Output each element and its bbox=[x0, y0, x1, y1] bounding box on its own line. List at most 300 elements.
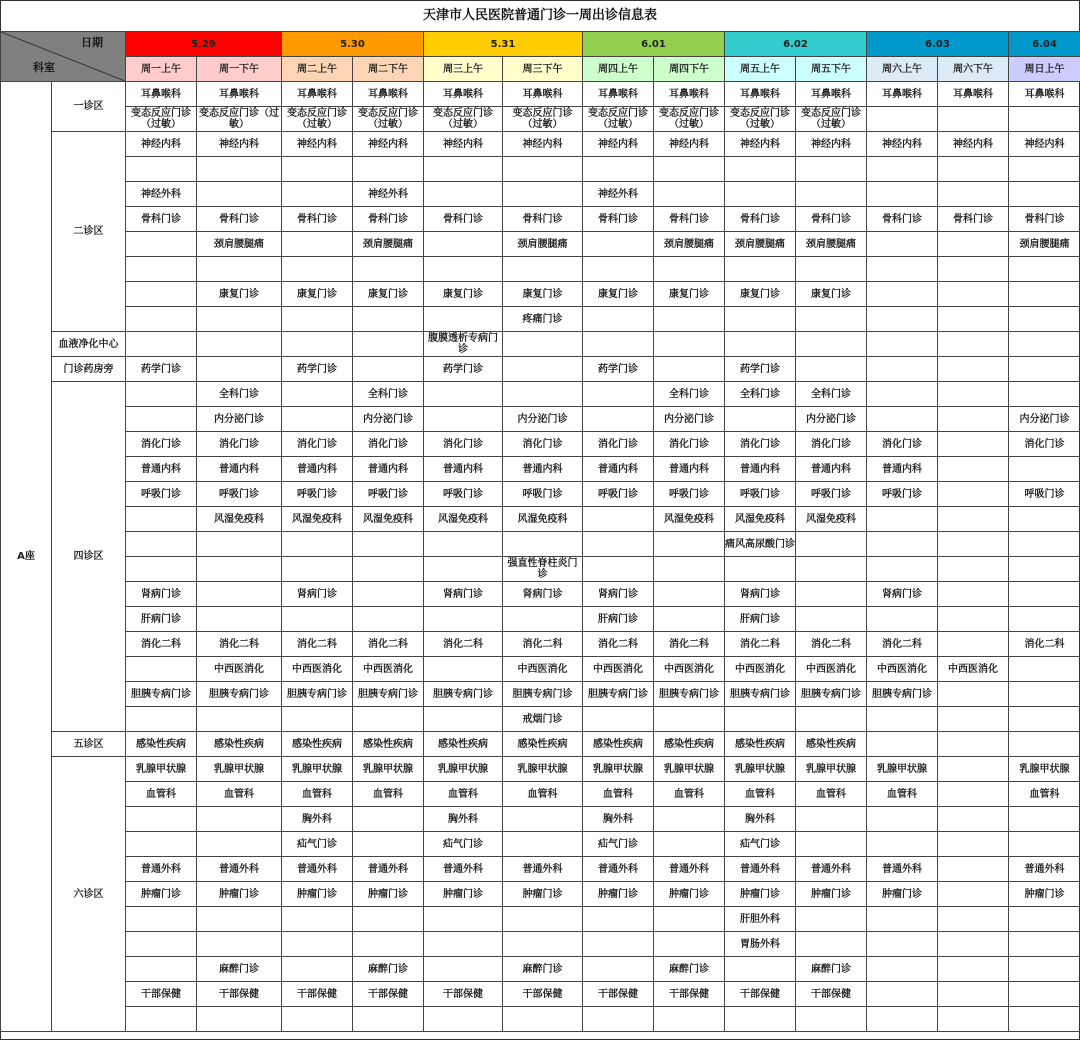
clinic-cell: 耳鼻喉科 bbox=[867, 82, 938, 107]
clinic-cell: 耳鼻喉科 bbox=[282, 82, 353, 107]
empty-cell bbox=[126, 532, 197, 557]
clinic-cell: 骨科门诊 bbox=[197, 207, 282, 232]
clinic-cell: 普通外科 bbox=[197, 857, 282, 882]
zone-label: 五诊区 bbox=[52, 732, 126, 757]
empty-cell bbox=[503, 382, 583, 407]
clinic-cell: 乳腺甲状腺 bbox=[424, 757, 503, 782]
clinic-cell: 血管科 bbox=[424, 782, 503, 807]
schedule-row bbox=[1, 207, 1080, 232]
clinic-cell: 骨科门诊 bbox=[126, 207, 197, 232]
clinic-cell: 神经内科 bbox=[424, 132, 503, 157]
empty-cell bbox=[197, 532, 282, 557]
clinic-cell: 耳鼻喉科 bbox=[725, 82, 796, 107]
clinic-cell: 干部保健 bbox=[282, 982, 353, 1007]
clinic-cell: 普通外科 bbox=[867, 857, 938, 882]
clinic-cell: 感染性疾病 bbox=[583, 732, 654, 757]
empty-cell bbox=[197, 1007, 282, 1032]
clinic-cell: 血管科 bbox=[353, 782, 424, 807]
clinic-cell: 肿瘤门诊 bbox=[583, 882, 654, 907]
schedule-row bbox=[1, 982, 1080, 1007]
empty-cell bbox=[796, 257, 867, 282]
empty-cell bbox=[1009, 657, 1080, 682]
clinic-cell: 中西医消化 bbox=[197, 657, 282, 682]
clinic-cell: 乳腺甲状腺 bbox=[583, 757, 654, 782]
clinic-cell: 乳腺甲状腺 bbox=[1009, 757, 1080, 782]
empty-cell bbox=[282, 407, 353, 432]
empty-cell bbox=[867, 382, 938, 407]
clinic-cell: 风湿免疫科 bbox=[353, 507, 424, 532]
empty-cell bbox=[503, 932, 583, 957]
session-header: 周二上午 bbox=[282, 57, 353, 82]
empty-cell bbox=[867, 282, 938, 307]
empty-cell bbox=[583, 157, 654, 182]
empty-cell bbox=[938, 682, 1009, 707]
clinic-cell: 颈肩腰腿痛 bbox=[796, 232, 867, 257]
clinic-cell: 康复门诊 bbox=[197, 282, 282, 307]
clinic-cell: 胆胰专病门诊 bbox=[126, 682, 197, 707]
empty-cell bbox=[867, 532, 938, 557]
clinic-cell: 干部保健 bbox=[503, 982, 583, 1007]
clinic-cell: 消化门诊 bbox=[353, 432, 424, 457]
clinic-cell: 乳腺甲状腺 bbox=[867, 757, 938, 782]
empty-cell bbox=[725, 307, 796, 332]
clinic-cell: 肿瘤门诊 bbox=[654, 882, 725, 907]
empty-cell bbox=[424, 557, 503, 582]
empty-cell bbox=[867, 257, 938, 282]
empty-cell bbox=[938, 932, 1009, 957]
empty-cell bbox=[583, 532, 654, 557]
clinic-cell: 呼吸门诊 bbox=[654, 482, 725, 507]
schedule-row bbox=[1, 532, 1080, 557]
schedule-table bbox=[0, 31, 1080, 1032]
empty-cell bbox=[282, 382, 353, 407]
clinic-cell: 麻醉门诊 bbox=[353, 957, 424, 982]
empty-cell bbox=[654, 307, 725, 332]
empty-cell bbox=[353, 607, 424, 632]
empty-cell bbox=[796, 807, 867, 832]
empty-cell bbox=[503, 1007, 583, 1032]
empty-cell bbox=[126, 832, 197, 857]
empty-cell bbox=[1009, 1007, 1080, 1032]
empty-cell bbox=[938, 607, 1009, 632]
empty-cell bbox=[1009, 607, 1080, 632]
clinic-cell: 康复门诊 bbox=[503, 282, 583, 307]
clinic-cell: 耳鼻喉科 bbox=[126, 82, 197, 107]
empty-cell bbox=[282, 957, 353, 982]
empty-cell bbox=[126, 382, 197, 407]
clinic-cell: 肿瘤门诊 bbox=[725, 882, 796, 907]
empty-cell bbox=[197, 307, 282, 332]
clinic-cell: 变态反应门诊（过敏） bbox=[583, 107, 654, 132]
clinic-cell: 乳腺甲状腺 bbox=[126, 757, 197, 782]
clinic-cell: 肿瘤门诊 bbox=[353, 882, 424, 907]
clinic-cell: 肾病门诊 bbox=[424, 582, 503, 607]
empty-cell bbox=[197, 157, 282, 182]
empty-cell bbox=[282, 332, 353, 357]
empty-cell bbox=[867, 907, 938, 932]
clinic-cell: 消化二科 bbox=[126, 632, 197, 657]
clinic-cell: 全科门诊 bbox=[725, 382, 796, 407]
clinic-cell: 胆胰专病门诊 bbox=[424, 682, 503, 707]
clinic-cell: 普通内科 bbox=[282, 457, 353, 482]
empty-cell bbox=[867, 732, 938, 757]
clinic-cell: 骨科门诊 bbox=[503, 207, 583, 232]
clinic-cell: 干部保健 bbox=[126, 982, 197, 1007]
empty-cell bbox=[938, 882, 1009, 907]
schedule-row bbox=[1, 507, 1080, 532]
clinic-cell: 耳鼻喉科 bbox=[1009, 82, 1080, 107]
empty-cell bbox=[1009, 457, 1080, 482]
empty-cell bbox=[938, 857, 1009, 882]
empty-cell bbox=[796, 182, 867, 207]
empty-cell bbox=[938, 307, 1009, 332]
clinic-cell: 血管科 bbox=[197, 782, 282, 807]
clinic-cell: 呼吸门诊 bbox=[424, 482, 503, 507]
empty-cell bbox=[1009, 932, 1080, 957]
clinic-cell: 普通内科 bbox=[867, 457, 938, 482]
empty-cell bbox=[353, 557, 424, 582]
clinic-cell: 药学门诊 bbox=[725, 357, 796, 382]
schedule-row bbox=[1, 157, 1080, 182]
empty-cell bbox=[654, 157, 725, 182]
empty-cell bbox=[654, 907, 725, 932]
empty-cell bbox=[938, 182, 1009, 207]
schedule-row bbox=[1, 607, 1080, 632]
clinic-cell: 中西医消化 bbox=[353, 657, 424, 682]
empty-cell bbox=[725, 707, 796, 732]
session-header: 周六下午 bbox=[938, 57, 1009, 82]
clinic-cell: 变态反应门诊（过敏） bbox=[503, 107, 583, 132]
empty-cell bbox=[867, 507, 938, 532]
empty-cell bbox=[867, 832, 938, 857]
empty-cell bbox=[424, 707, 503, 732]
clinic-cell: 普通外科 bbox=[1009, 857, 1080, 882]
clinic-cell: 肿瘤门诊 bbox=[503, 882, 583, 907]
clinic-cell: 普通内科 bbox=[583, 457, 654, 482]
empty-cell bbox=[654, 832, 725, 857]
clinic-cell: 肿瘤门诊 bbox=[424, 882, 503, 907]
clinic-cell: 神经内科 bbox=[353, 132, 424, 157]
schedule-row bbox=[1, 807, 1080, 832]
clinic-cell: 神经外科 bbox=[583, 182, 654, 207]
clinic-cell: 变态反应门诊（过敏） bbox=[353, 107, 424, 132]
clinic-cell: 消化门诊 bbox=[1009, 432, 1080, 457]
clinic-cell: 戒烟门诊 bbox=[503, 707, 583, 732]
building-label: A座 bbox=[1, 82, 52, 1032]
clinic-cell: 康复门诊 bbox=[725, 282, 796, 307]
zone-label: 四诊区 bbox=[52, 382, 126, 732]
session-header: 周五上午 bbox=[725, 57, 796, 82]
empty-cell bbox=[353, 1007, 424, 1032]
clinic-cell: 呼吸门诊 bbox=[867, 482, 938, 507]
clinic-cell: 呼吸门诊 bbox=[725, 482, 796, 507]
empty-cell bbox=[867, 107, 938, 132]
schedule-row bbox=[1, 82, 1080, 107]
empty-cell bbox=[503, 182, 583, 207]
empty-cell bbox=[654, 557, 725, 582]
clinic-cell: 神经外科 bbox=[126, 182, 197, 207]
empty-cell bbox=[197, 607, 282, 632]
clinic-cell: 干部保健 bbox=[353, 982, 424, 1007]
schedule-row bbox=[1, 282, 1080, 307]
date-axis-label: 日期 bbox=[81, 36, 103, 49]
schedule-row bbox=[1, 307, 1080, 332]
empty-cell bbox=[1009, 282, 1080, 307]
session-header: 周六上午 bbox=[867, 57, 938, 82]
clinic-cell: 肝胆外科 bbox=[725, 907, 796, 932]
clinic-cell: 血管科 bbox=[654, 782, 725, 807]
empty-cell bbox=[725, 157, 796, 182]
empty-cell bbox=[938, 107, 1009, 132]
empty-cell bbox=[282, 932, 353, 957]
clinic-cell: 肿瘤门诊 bbox=[197, 882, 282, 907]
clinic-cell: 普通内科 bbox=[126, 457, 197, 482]
empty-cell bbox=[197, 907, 282, 932]
schedule-row bbox=[1, 407, 1080, 432]
clinic-cell: 变态反应门诊（过敏） bbox=[654, 107, 725, 132]
clinic-cell: 神经内科 bbox=[126, 132, 197, 157]
empty-cell bbox=[1009, 732, 1080, 757]
clinic-cell: 肿瘤门诊 bbox=[282, 882, 353, 907]
clinic-cell: 消化门诊 bbox=[503, 432, 583, 457]
empty-cell bbox=[424, 382, 503, 407]
clinic-cell: 耳鼻喉科 bbox=[938, 82, 1009, 107]
empty-cell bbox=[282, 307, 353, 332]
empty-cell bbox=[867, 232, 938, 257]
clinic-cell: 普通外科 bbox=[424, 857, 503, 882]
clinic-cell: 呼吸门诊 bbox=[796, 482, 867, 507]
date-header: 6.04 bbox=[1009, 32, 1080, 57]
clinic-cell: 中西医消化 bbox=[503, 657, 583, 682]
clinic-cell: 普通外科 bbox=[503, 857, 583, 882]
clinic-cell: 肾病门诊 bbox=[282, 582, 353, 607]
clinic-cell: 康复门诊 bbox=[796, 282, 867, 307]
date-header: 6.01 bbox=[583, 32, 725, 57]
empty-cell bbox=[503, 832, 583, 857]
clinic-cell: 全科门诊 bbox=[796, 382, 867, 407]
empty-cell bbox=[1009, 307, 1080, 332]
empty-cell bbox=[197, 832, 282, 857]
empty-cell bbox=[353, 532, 424, 557]
clinic-cell: 疝气门诊 bbox=[583, 832, 654, 857]
empty-cell bbox=[353, 332, 424, 357]
empty-cell bbox=[424, 957, 503, 982]
clinic-cell: 感染性疾病 bbox=[197, 732, 282, 757]
empty-cell bbox=[938, 382, 1009, 407]
zone-label: 一诊区 bbox=[52, 82, 126, 132]
empty-cell bbox=[197, 257, 282, 282]
clinic-cell: 骨科门诊 bbox=[282, 207, 353, 232]
empty-cell bbox=[126, 507, 197, 532]
clinic-cell: 耳鼻喉科 bbox=[353, 82, 424, 107]
empty-cell bbox=[1009, 982, 1080, 1007]
clinic-cell: 感染性疾病 bbox=[424, 732, 503, 757]
clinic-cell: 普通外科 bbox=[282, 857, 353, 882]
clinic-cell: 疝气门诊 bbox=[282, 832, 353, 857]
empty-cell bbox=[796, 1007, 867, 1032]
clinic-cell: 变态反应门诊（过敏） bbox=[424, 107, 503, 132]
empty-cell bbox=[796, 532, 867, 557]
clinic-cell: 风湿免疫科 bbox=[503, 507, 583, 532]
empty-cell bbox=[796, 157, 867, 182]
empty-cell bbox=[867, 807, 938, 832]
empty-cell bbox=[353, 257, 424, 282]
session-header: 周日上午 bbox=[1009, 57, 1080, 82]
empty-cell bbox=[654, 932, 725, 957]
schedule-row bbox=[1, 132, 1080, 157]
empty-cell bbox=[282, 182, 353, 207]
empty-cell bbox=[126, 557, 197, 582]
empty-cell bbox=[725, 407, 796, 432]
clinic-cell: 消化二科 bbox=[353, 632, 424, 657]
clinic-cell: 干部保健 bbox=[197, 982, 282, 1007]
clinic-cell: 普通内科 bbox=[654, 457, 725, 482]
empty-cell bbox=[282, 557, 353, 582]
empty-cell bbox=[1009, 707, 1080, 732]
clinic-cell: 强直性脊柱炎门诊 bbox=[503, 557, 583, 582]
empty-cell bbox=[796, 332, 867, 357]
zone-label: 二诊区 bbox=[52, 132, 126, 332]
schedule-row bbox=[1, 682, 1080, 707]
empty-cell bbox=[796, 932, 867, 957]
clinic-cell: 消化门诊 bbox=[126, 432, 197, 457]
clinic-cell: 肾病门诊 bbox=[126, 582, 197, 607]
empty-cell bbox=[1009, 257, 1080, 282]
empty-cell bbox=[126, 657, 197, 682]
clinic-cell: 消化二科 bbox=[424, 632, 503, 657]
empty-cell bbox=[1009, 807, 1080, 832]
clinic-cell: 消化二科 bbox=[583, 632, 654, 657]
clinic-cell: 风湿免疫科 bbox=[197, 507, 282, 532]
clinic-cell: 消化门诊 bbox=[197, 432, 282, 457]
clinic-cell: 中西医消化 bbox=[654, 657, 725, 682]
clinic-cell: 耳鼻喉科 bbox=[197, 82, 282, 107]
empty-cell bbox=[583, 332, 654, 357]
clinic-cell: 消化二科 bbox=[725, 632, 796, 657]
clinic-cell: 胆胰专病门诊 bbox=[503, 682, 583, 707]
empty-cell bbox=[796, 607, 867, 632]
empty-cell bbox=[1009, 957, 1080, 982]
schedule-row bbox=[1, 232, 1080, 257]
clinic-cell: 变态反应门诊（过敏） bbox=[126, 107, 197, 132]
clinic-cell: 肾病门诊 bbox=[583, 582, 654, 607]
clinic-cell: 消化二科 bbox=[796, 632, 867, 657]
empty-cell bbox=[1009, 682, 1080, 707]
empty-cell bbox=[424, 182, 503, 207]
session-header: 周二下午 bbox=[353, 57, 424, 82]
schedule-row bbox=[1, 332, 1080, 357]
empty-cell bbox=[867, 357, 938, 382]
empty-cell bbox=[1009, 907, 1080, 932]
empty-cell bbox=[503, 357, 583, 382]
clinic-cell: 干部保健 bbox=[583, 982, 654, 1007]
session-header: 周三下午 bbox=[503, 57, 583, 82]
schedule-row bbox=[1, 257, 1080, 282]
clinic-cell: 麻醉门诊 bbox=[503, 957, 583, 982]
clinic-cell: 胸外科 bbox=[424, 807, 503, 832]
clinic-cell: 风湿免疫科 bbox=[282, 507, 353, 532]
empty-cell bbox=[654, 532, 725, 557]
clinic-cell: 干部保健 bbox=[796, 982, 867, 1007]
empty-cell bbox=[197, 557, 282, 582]
empty-cell bbox=[282, 532, 353, 557]
clinic-cell: 神经外科 bbox=[353, 182, 424, 207]
corner-header bbox=[1, 32, 126, 82]
clinic-cell: 胆胰专病门诊 bbox=[282, 682, 353, 707]
clinic-cell: 乳腺甲状腺 bbox=[654, 757, 725, 782]
schedule-row bbox=[1, 182, 1080, 207]
clinic-cell: 痛风高尿酸门诊 bbox=[725, 532, 796, 557]
clinic-cell: 康复门诊 bbox=[654, 282, 725, 307]
clinic-cell: 中西医消化 bbox=[938, 657, 1009, 682]
clinic-cell: 感染性疾病 bbox=[282, 732, 353, 757]
clinic-cell: 感染性疾病 bbox=[796, 732, 867, 757]
clinic-cell: 胆胰专病门诊 bbox=[725, 682, 796, 707]
clinic-cell: 胆胰专病门诊 bbox=[583, 682, 654, 707]
clinic-cell: 变态反应门诊（过敏） bbox=[282, 107, 353, 132]
clinic-cell: 胸外科 bbox=[282, 807, 353, 832]
clinic-cell: 胃肠外科 bbox=[725, 932, 796, 957]
clinic-cell: 骨科门诊 bbox=[938, 207, 1009, 232]
clinic-cell: 神经内科 bbox=[796, 132, 867, 157]
empty-cell bbox=[938, 632, 1009, 657]
empty-cell bbox=[938, 282, 1009, 307]
date-header: 5.30 bbox=[282, 32, 424, 57]
empty-cell bbox=[796, 582, 867, 607]
clinic-cell: 普通外科 bbox=[725, 857, 796, 882]
session-header: 周四下午 bbox=[654, 57, 725, 82]
empty-cell bbox=[938, 907, 1009, 932]
clinic-cell: 肿瘤门诊 bbox=[1009, 882, 1080, 907]
clinic-cell: 疝气门诊 bbox=[424, 832, 503, 857]
clinic-cell: 骨科门诊 bbox=[353, 207, 424, 232]
empty-cell bbox=[938, 982, 1009, 1007]
clinic-cell: 药学门诊 bbox=[583, 357, 654, 382]
empty-cell bbox=[867, 182, 938, 207]
empty-cell bbox=[654, 582, 725, 607]
clinic-cell: 血管科 bbox=[725, 782, 796, 807]
empty-cell bbox=[583, 1007, 654, 1032]
clinic-cell: 普通内科 bbox=[725, 457, 796, 482]
empty-cell bbox=[126, 407, 197, 432]
empty-cell bbox=[583, 907, 654, 932]
zone-label: 门诊药房旁 bbox=[52, 357, 126, 382]
clinic-cell: 全科门诊 bbox=[654, 382, 725, 407]
empty-cell bbox=[867, 557, 938, 582]
empty-cell bbox=[796, 832, 867, 857]
clinic-cell: 肿瘤门诊 bbox=[796, 882, 867, 907]
empty-cell bbox=[583, 957, 654, 982]
empty-cell bbox=[282, 607, 353, 632]
empty-cell bbox=[424, 407, 503, 432]
empty-cell bbox=[1009, 332, 1080, 357]
empty-cell bbox=[197, 932, 282, 957]
clinic-cell: 血管科 bbox=[796, 782, 867, 807]
clinic-cell: 肾病门诊 bbox=[867, 582, 938, 607]
zone-label: 六诊区 bbox=[52, 757, 126, 1032]
clinic-cell: 乳腺甲状腺 bbox=[282, 757, 353, 782]
empty-cell bbox=[654, 357, 725, 382]
clinic-cell: 康复门诊 bbox=[353, 282, 424, 307]
clinic-cell: 感染性疾病 bbox=[725, 732, 796, 757]
clinic-cell: 康复门诊 bbox=[424, 282, 503, 307]
empty-cell bbox=[938, 757, 1009, 782]
empty-cell bbox=[126, 807, 197, 832]
empty-cell bbox=[867, 407, 938, 432]
clinic-cell: 颈肩腰腿痛 bbox=[1009, 232, 1080, 257]
schedule-row bbox=[1, 732, 1080, 757]
empty-cell bbox=[867, 157, 938, 182]
